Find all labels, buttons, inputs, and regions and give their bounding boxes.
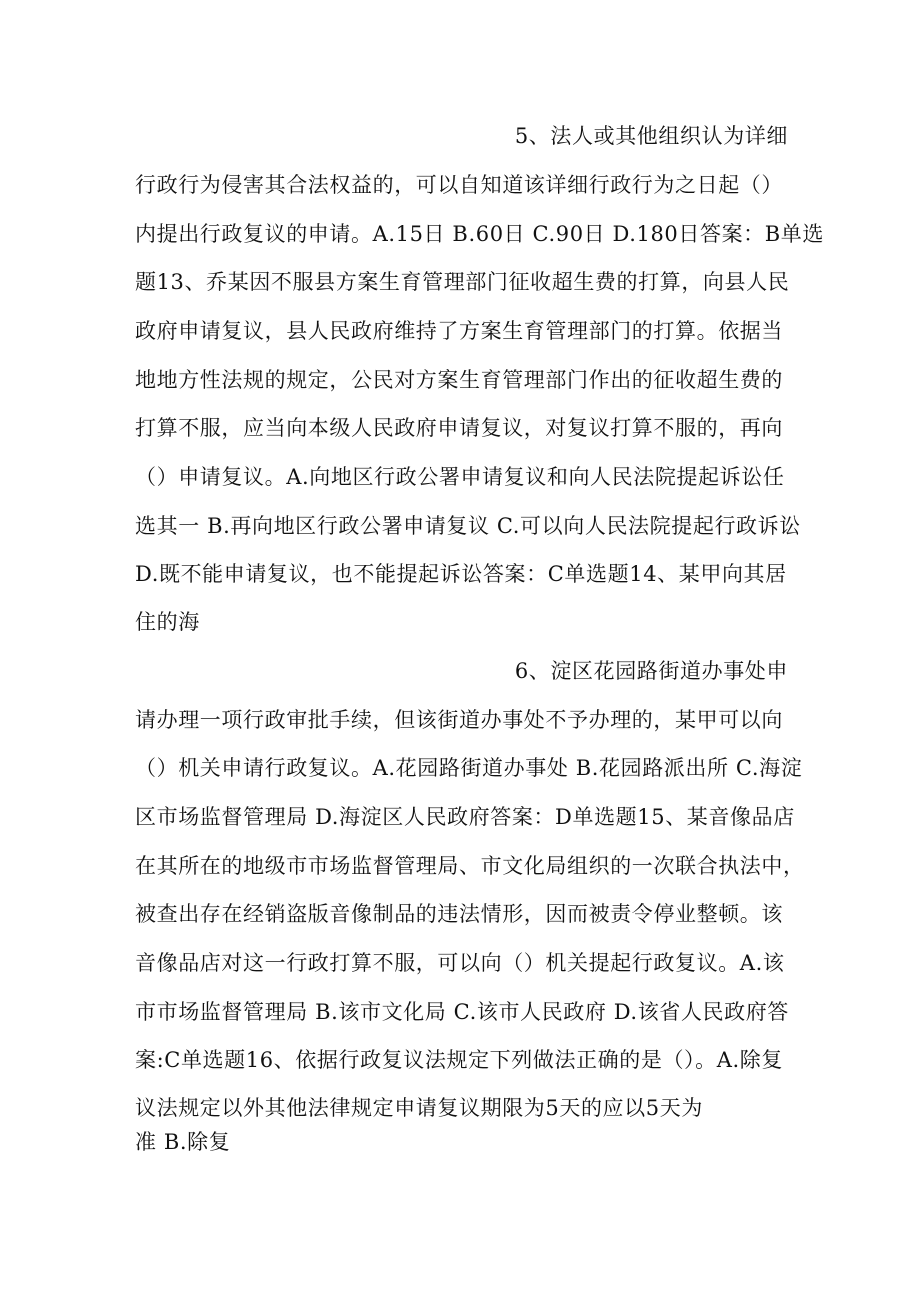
paragraph-5-line: 政府申请复议，县人民政府维持了方案生育管理部门的打算。依据当	[135, 319, 783, 343]
paragraph-6-line: 被查出存在经销盗版音像制品的违法情形，因而被责令停业整顿。该	[135, 902, 783, 926]
paragraph-6-line: 在其所在的地级市市场监督管理局、市文化局组织的一次联合执法中，	[135, 854, 805, 878]
paragraph-5-line: 住的海	[135, 610, 200, 634]
paragraph-6-line: 请办理一项行政审批手续，但该街道办事处不予办理的，某甲可以向	[135, 708, 783, 732]
paragraph-5-line: 选其一 B.再向地区行政公署申请复议 C.可以向人民法院提起行政诉讼	[135, 514, 801, 538]
paragraph-5-line: 题13、乔某因不服县方案生育管理部门征收超生费的打算，向县人民	[135, 270, 790, 294]
paragraph-6-line: （）机关申请行政复议。A.花园路街道办事处 B.花园路派出所 C.海淀	[135, 756, 803, 780]
paragraph-6-line: 区市场监督管理局 D.海淀区人民政府答案：D单选题15、某音像品店	[135, 805, 795, 829]
paragraph-6-line: 议法规定以外其他法律规定申请复议期限为5天的应以5天为	[135, 1096, 703, 1120]
paragraph-5-line: （）申请复议。A.向地区行政公署申请复议和向人民法院提起诉讼任	[135, 465, 785, 489]
paragraph-5-line: 打算不服，应当向本级人民政府申请复议，对复议打算不服的，再向	[135, 416, 783, 440]
paragraph-6-line: 案:C单选题16、依据行政复议法规定下列做法正确的是（）。A.除复	[135, 1048, 784, 1072]
paragraph-6-lead: 6、淀区花园路街道办事处申	[514, 659, 788, 683]
paragraph-6-line: 准 B.除复	[135, 1130, 231, 1154]
paragraph-5-line: 地地方性法规的规定，公民对方案生育管理部门作出的征收超生费的	[135, 368, 783, 392]
paragraph-5-line: D.既不能申请复议，也不能提起诉讼答案：C单选题14、某甲向其居	[135, 562, 787, 586]
paragraph-5-line: 行政行为侵害其合法权益的，可以自知道该详细行政行为之日起（）	[135, 173, 783, 197]
paragraph-6-line: 音像品店对这一行政打算不服，可以向（）机关提起行政复议。A.该	[135, 951, 785, 975]
paragraph-6-line: 市市场监督管理局 B.该市文化局 C.该市人民政府 D.该省人民政府答	[135, 1000, 789, 1024]
paragraph-5-line: 内提出行政复议的申请。A.15日 B.60日 C.90日 D.180日答案：B单选	[135, 222, 825, 246]
paragraph-5-lead: 5、法人或其他组织认为详细	[514, 124, 788, 148]
